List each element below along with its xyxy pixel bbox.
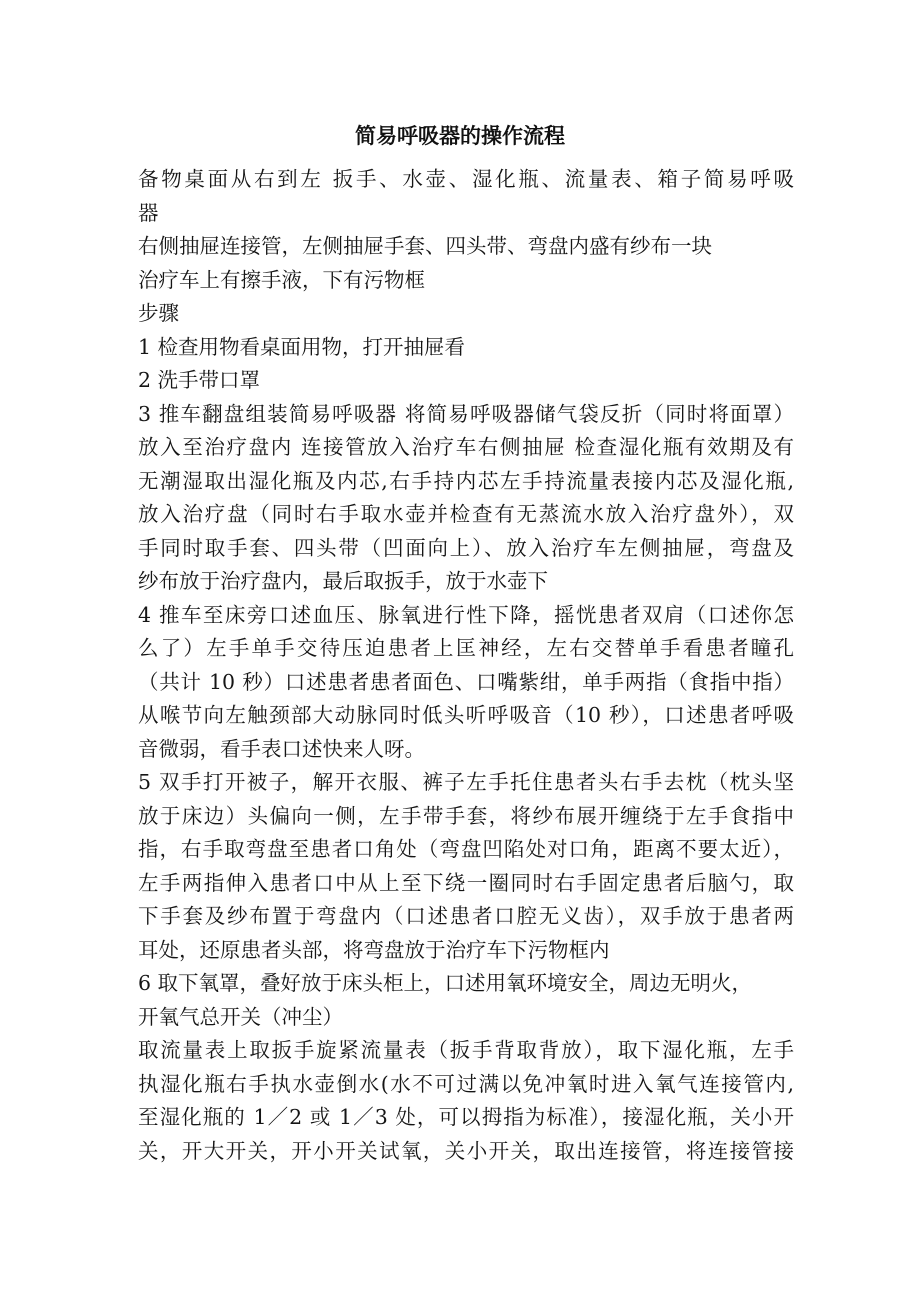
body-line: 步骤 [138,301,179,325]
body-line: 执湿化瓶右手执水壶倒水(水不可过满以免冲氧时进入氧气连接管内, [138,1071,794,1096]
body-line: 从喉节向左触颈部大动脉同时低头听呼吸音（10 秒），口述患者呼吸 [138,703,794,727]
body-line: 3 推车翻盘组装简易呼吸器 将简易呼吸器储气袋反折（同时将面罩） [138,401,794,426]
body-line: 纱布放于治疗盘内，最后取扳手，放于水壶下 [138,569,548,593]
body-line: 左手两指伸入患者口中从上至下绕一圈同时右手固定患者后脑勺，取 [138,870,794,895]
body-line: 放入至治疗盘内 连接管放入治疗车右侧抽屉 检查湿化瓶有效期及有 [138,435,794,459]
body-line: 放入治疗盘（同时右手取水壶并检查有无蒸流水放入治疗盘外），双 [138,502,794,526]
document-body [138,163,794,1168]
body-line: 1 检查用物看桌面用物，打开抽屉看 [138,334,466,359]
body-line: 开氧气总开关（冲尘） [138,1004,343,1029]
body-line: 关，开大开关，开小开关试氧，关小开关，取出连接管，将连接管接 [138,1138,794,1163]
body-line: 6 取下氧罩，叠好放于床头柜上，口述用氧环境安全，周边无明火， [138,971,753,995]
body-line: 备物桌面从右到左 扳手、水壶、湿化瓶、流量表、箱子简易呼吸 [138,167,794,191]
body-line: 放于床边）头偏向一侧，左手带手套，将纱布展开缠绕于左手食指中 [138,803,794,828]
body-line: 么了）左手单手交待压迫患者上匡神经，左右交替单手看患者瞳孔 [138,636,794,660]
body-line: 5 双手打开被子，解开衣服、裤子左手托住患者头右手去枕（枕头坚 [138,770,794,794]
body-line: 器 [138,200,159,225]
body-line: 右侧抽屉连接管，左侧抽屉手套、四头带、弯盘内盛有纱布一块 [138,234,712,258]
body-line: 下手套及纱布置于弯盘内（口述患者口腔无义齿），双手放于患者两 [138,904,794,928]
body-line: 指，右手取弯盘至患者口角处（弯盘凹陷处对口角，距离不要太近）， [138,837,794,861]
body-line: 4 推车至床旁口述血压、脉氧进行性下降，摇恍患者双肩（口述你怎 [138,602,794,627]
body-line: 无潮湿取出湿化瓶及内芯,右手持内芯左手持流量表接内芯及湿化瓶, [138,468,794,493]
body-line: 手同时取手套、四头带（凹面向上）、放入治疗车左侧抽屉，弯盘及 [138,535,794,560]
body-line: 2 洗手带口罩 [138,368,261,392]
document-title: 简易呼吸器的操作流程 [355,123,565,148]
body-line: 音微弱，看手表口述快来人呀。 [138,736,425,761]
body-line: 治疗车上有擦手液，下有污物框 [138,267,425,292]
body-line: 取流量表上取扳手旋紧流量表（扳手背取背放），取下湿化瓶，左手 [138,1038,794,1062]
body-line: 耳处，还原患者头部，将弯盘放于治疗车下污物框内 [138,937,610,962]
body-line: （共计 10 秒）口述患者患者面色、口嘴紫绀，单手两指（食指中指） [138,669,794,694]
body-line: 至湿化瓶的 1／2 或 1／3 处，可以拇指为标准），接湿化瓶，关小开 [138,1105,794,1129]
